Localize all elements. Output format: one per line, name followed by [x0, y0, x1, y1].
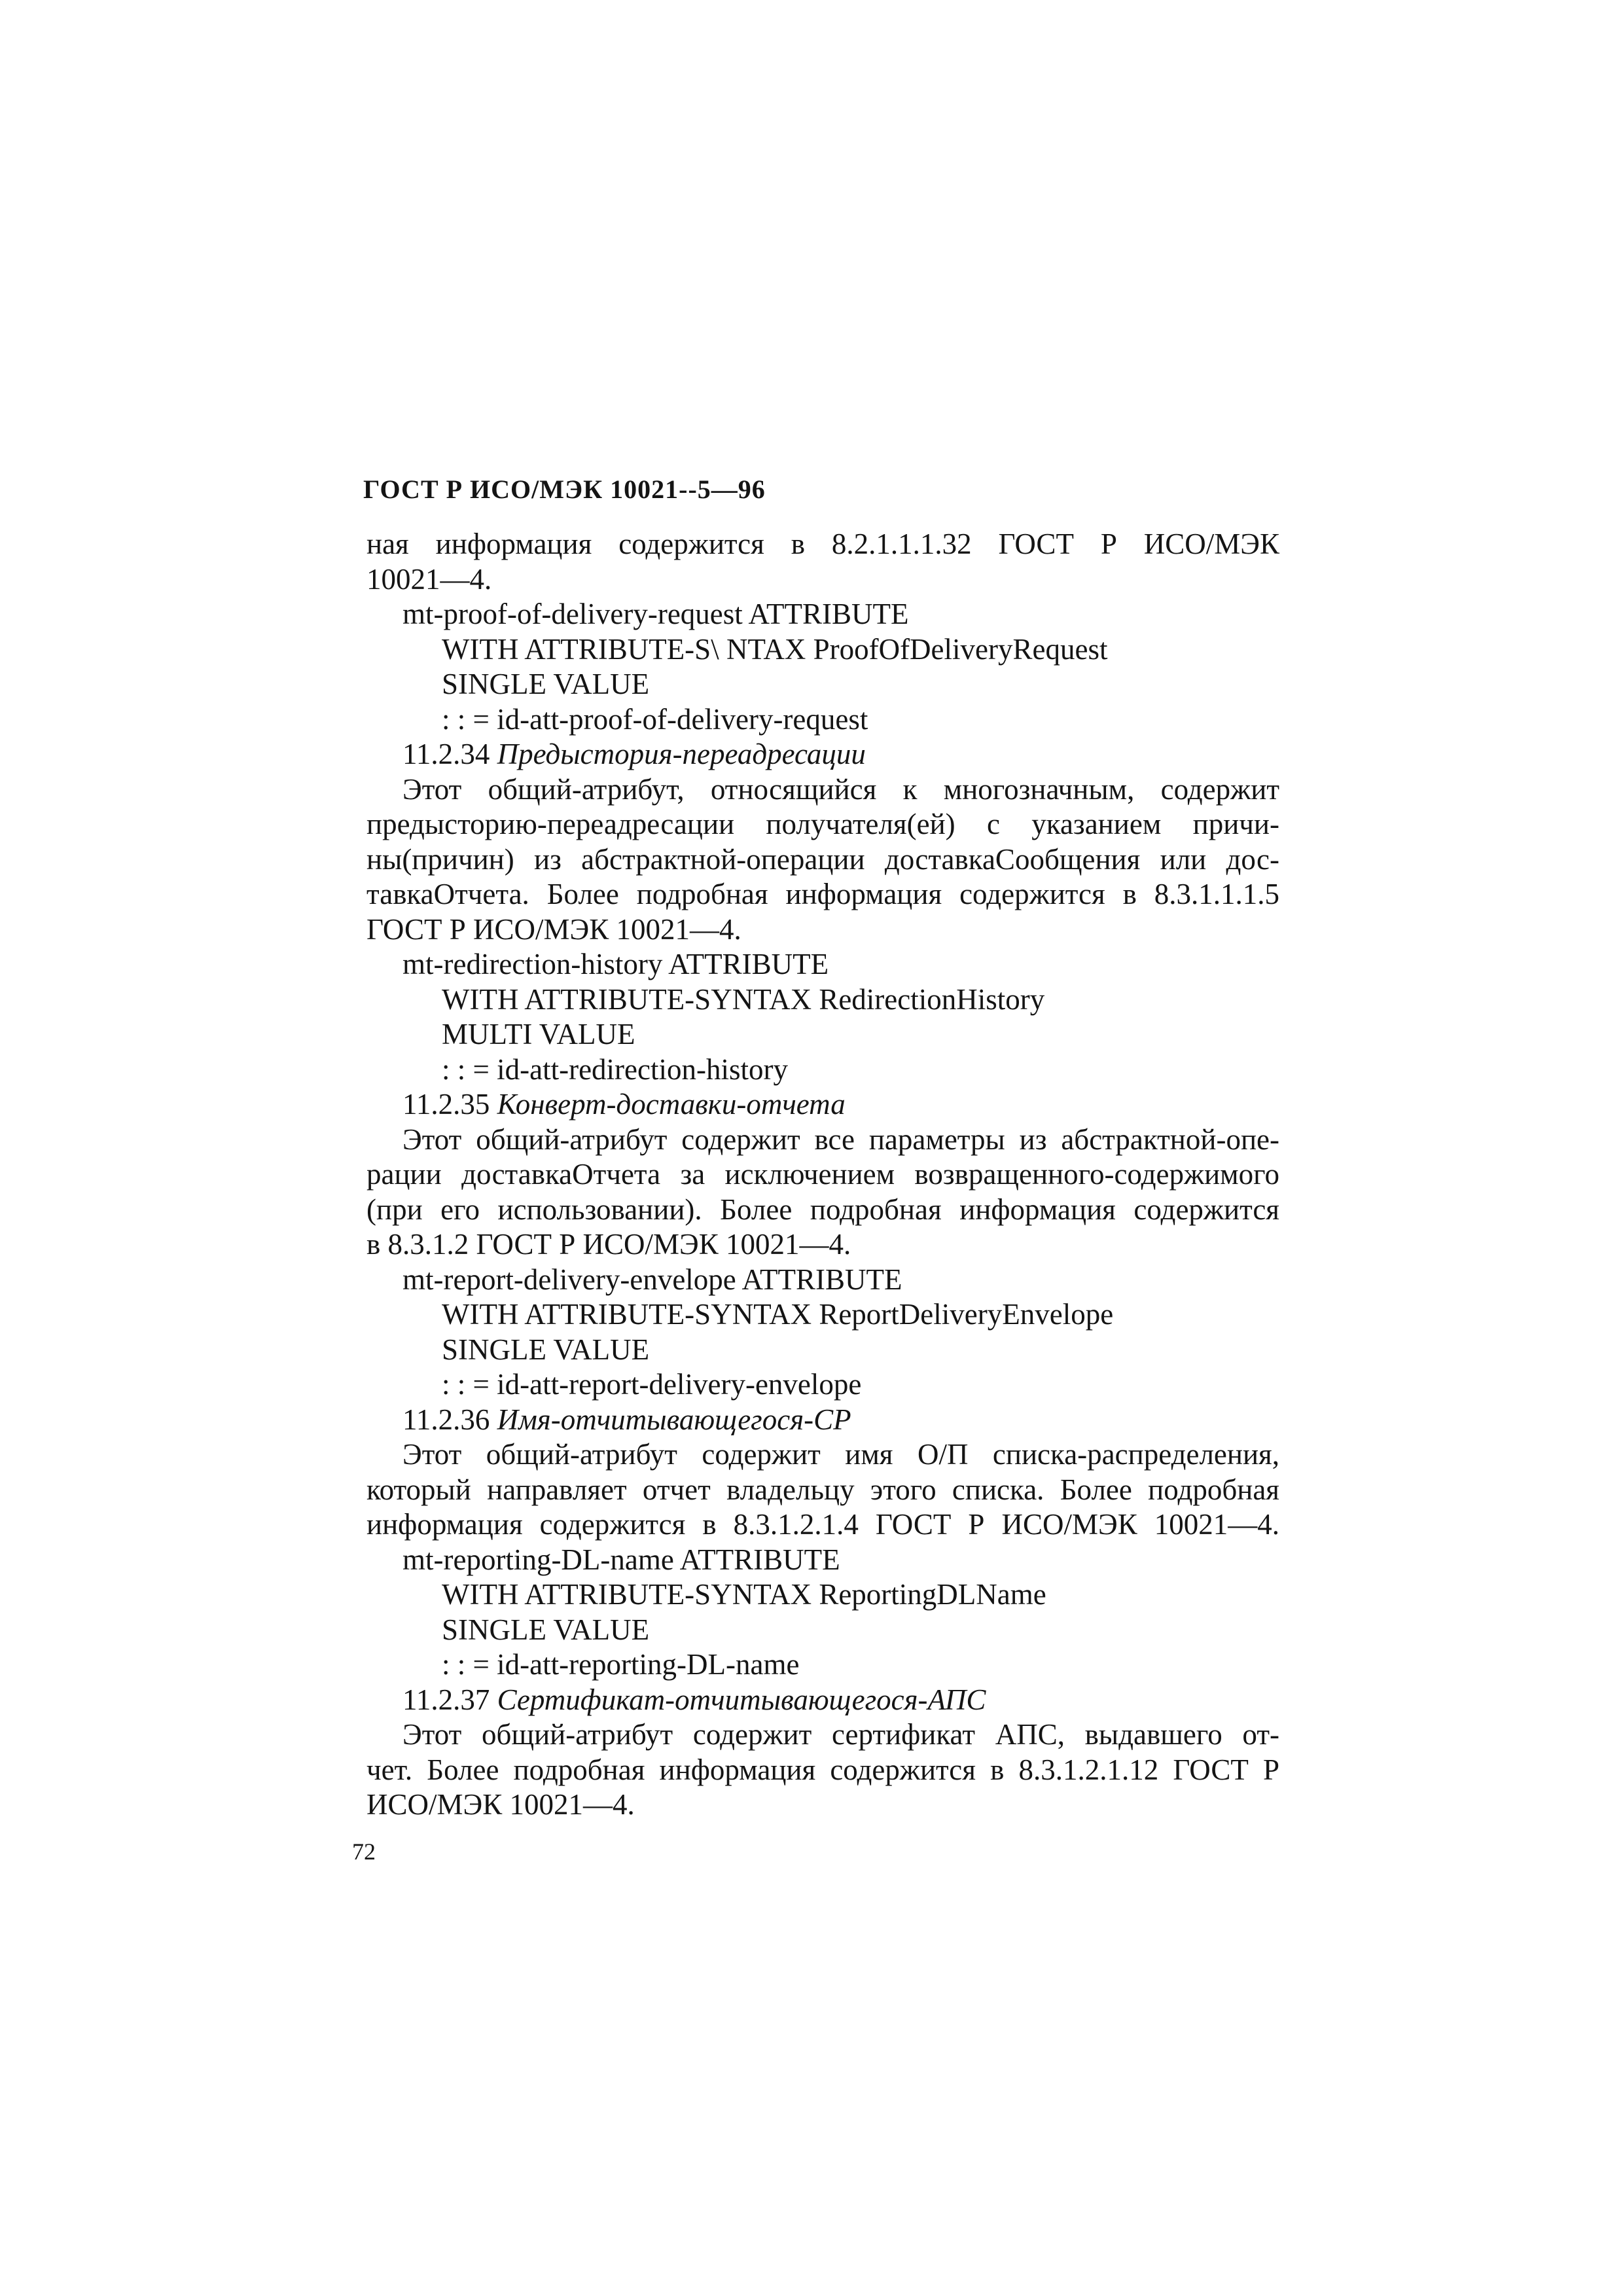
- text-line: SINGLE VALUE: [442, 1613, 650, 1646]
- text-line: : : = id-att-redirection-history: [442, 1052, 788, 1086]
- body-text: [366, 527, 1279, 1823]
- section-heading: [366, 1087, 1279, 1122]
- section-heading: [366, 1403, 1279, 1438]
- text-line: mt-report-delivery-envelope ATTRIBUTE: [402, 1263, 902, 1296]
- text-line: WITH ATTRIBUTE-SYNTAX ReportDeliveryEnvelope: [442, 1298, 1114, 1331]
- running-header: ГОСТ Р ИСО/МЭК 10021--5—96: [363, 475, 766, 504]
- text-line: (при его использовании). Более подробная информация содержится: [366, 1193, 1279, 1226]
- text-line: SINGLE VALUE: [442, 1333, 650, 1366]
- text-line: MULTI VALUE: [442, 1018, 635, 1050]
- page-number: 72: [352, 1839, 376, 1865]
- text-line: : : = id-att-reporting-DL-name: [442, 1648, 800, 1681]
- text-line: : : = id-att-proof-of-delivery-request: [442, 702, 868, 736]
- text-line: в 8.3.1.2 ГОСТ Р ИСО/МЭК 10021—4.: [366, 1228, 851, 1261]
- text-line: WITH ATTRIBUTE-S\ NTAX ProofOfDeliveryRequest: [442, 632, 1108, 666]
- text-line: mt-redirection-history ATTRIBUTE: [402, 948, 829, 980]
- section-number: 11.2.37: [402, 1683, 490, 1716]
- section-title: Конверт-доставки-отчета: [497, 1088, 846, 1121]
- section-title: Имя-отчитывающегося-СР: [497, 1403, 851, 1436]
- section-number: 11.2.35: [402, 1088, 490, 1121]
- text-line: : : = id-att-report-delivery-envelope: [442, 1368, 862, 1401]
- text-line: Этот общий-атрибут содержит имя О/П списка-распределения,: [402, 1438, 1279, 1471]
- text-line: который направляет отчет владельцу этого списка. Более подробная: [366, 1473, 1279, 1506]
- text-line: WITH ATTRIBUTE-SYNTAX RedirectionHistory: [442, 982, 1045, 1016]
- text-line: SINGLE VALUE: [442, 668, 650, 700]
- text-line: предысторию-переадресации получателя(ей) с указанием причи-: [366, 808, 1279, 840]
- text-line: ны(причин) из абстрактной-операции доставкаСообщения или дос-: [366, 842, 1279, 876]
- text-line: ГОСТ Р ИСО/МЭК 10021—4.: [366, 912, 741, 946]
- text-line: тавкаОтчета. Более подробная информация содержится в 8.3.1.1.1.5: [366, 878, 1279, 910]
- text-line: Этот общий-атрибут содержит все параметры из абстрактной-опе-: [402, 1122, 1279, 1156]
- section-number: 11.2.36: [402, 1403, 490, 1436]
- section-heading: [366, 737, 1279, 772]
- text-line: WITH ATTRIBUTE-SYNTAX ReportingDLName: [442, 1578, 1046, 1611]
- text-line: Этот общий-атрибут, относящийся к многозначным, содержит: [402, 772, 1279, 806]
- section-heading: [366, 1683, 1279, 1718]
- text-line: mt-reporting-DL-name ATTRIBUTE: [402, 1543, 840, 1576]
- text-line: mt-proof-of-delivery-request ATTRIBUTE: [402, 598, 909, 630]
- text-line: информация содержится в 8.3.1.2.1.4 ГОСТ Р ИСО/МЭК 10021—4.: [366, 1508, 1279, 1541]
- text-line: чет. Более подробная информация содержится в 8.3.1.2.1.12 ГОСТ Р: [366, 1753, 1279, 1786]
- text-line: ИСО/МЭК 10021—4.: [366, 1788, 635, 1821]
- text-line: ная информация содержится в 8.2.1.1.1.32 ГОСТ Р ИСО/МЭК: [366, 528, 1279, 560]
- text-line: 10021—4.: [366, 562, 492, 596]
- text-line: рации доставкаОтчета за исключением возвращенного-содержимого: [366, 1158, 1279, 1191]
- section-number: 11.2.34: [402, 738, 490, 770]
- section-title: Предыстория-переадресации: [497, 738, 866, 770]
- text-line: Этот общий-атрибут содержит сертификат АПС, выдавшего от-: [402, 1718, 1279, 1751]
- section-title: Сертификат-отчитывающегося-АПС: [497, 1683, 986, 1716]
